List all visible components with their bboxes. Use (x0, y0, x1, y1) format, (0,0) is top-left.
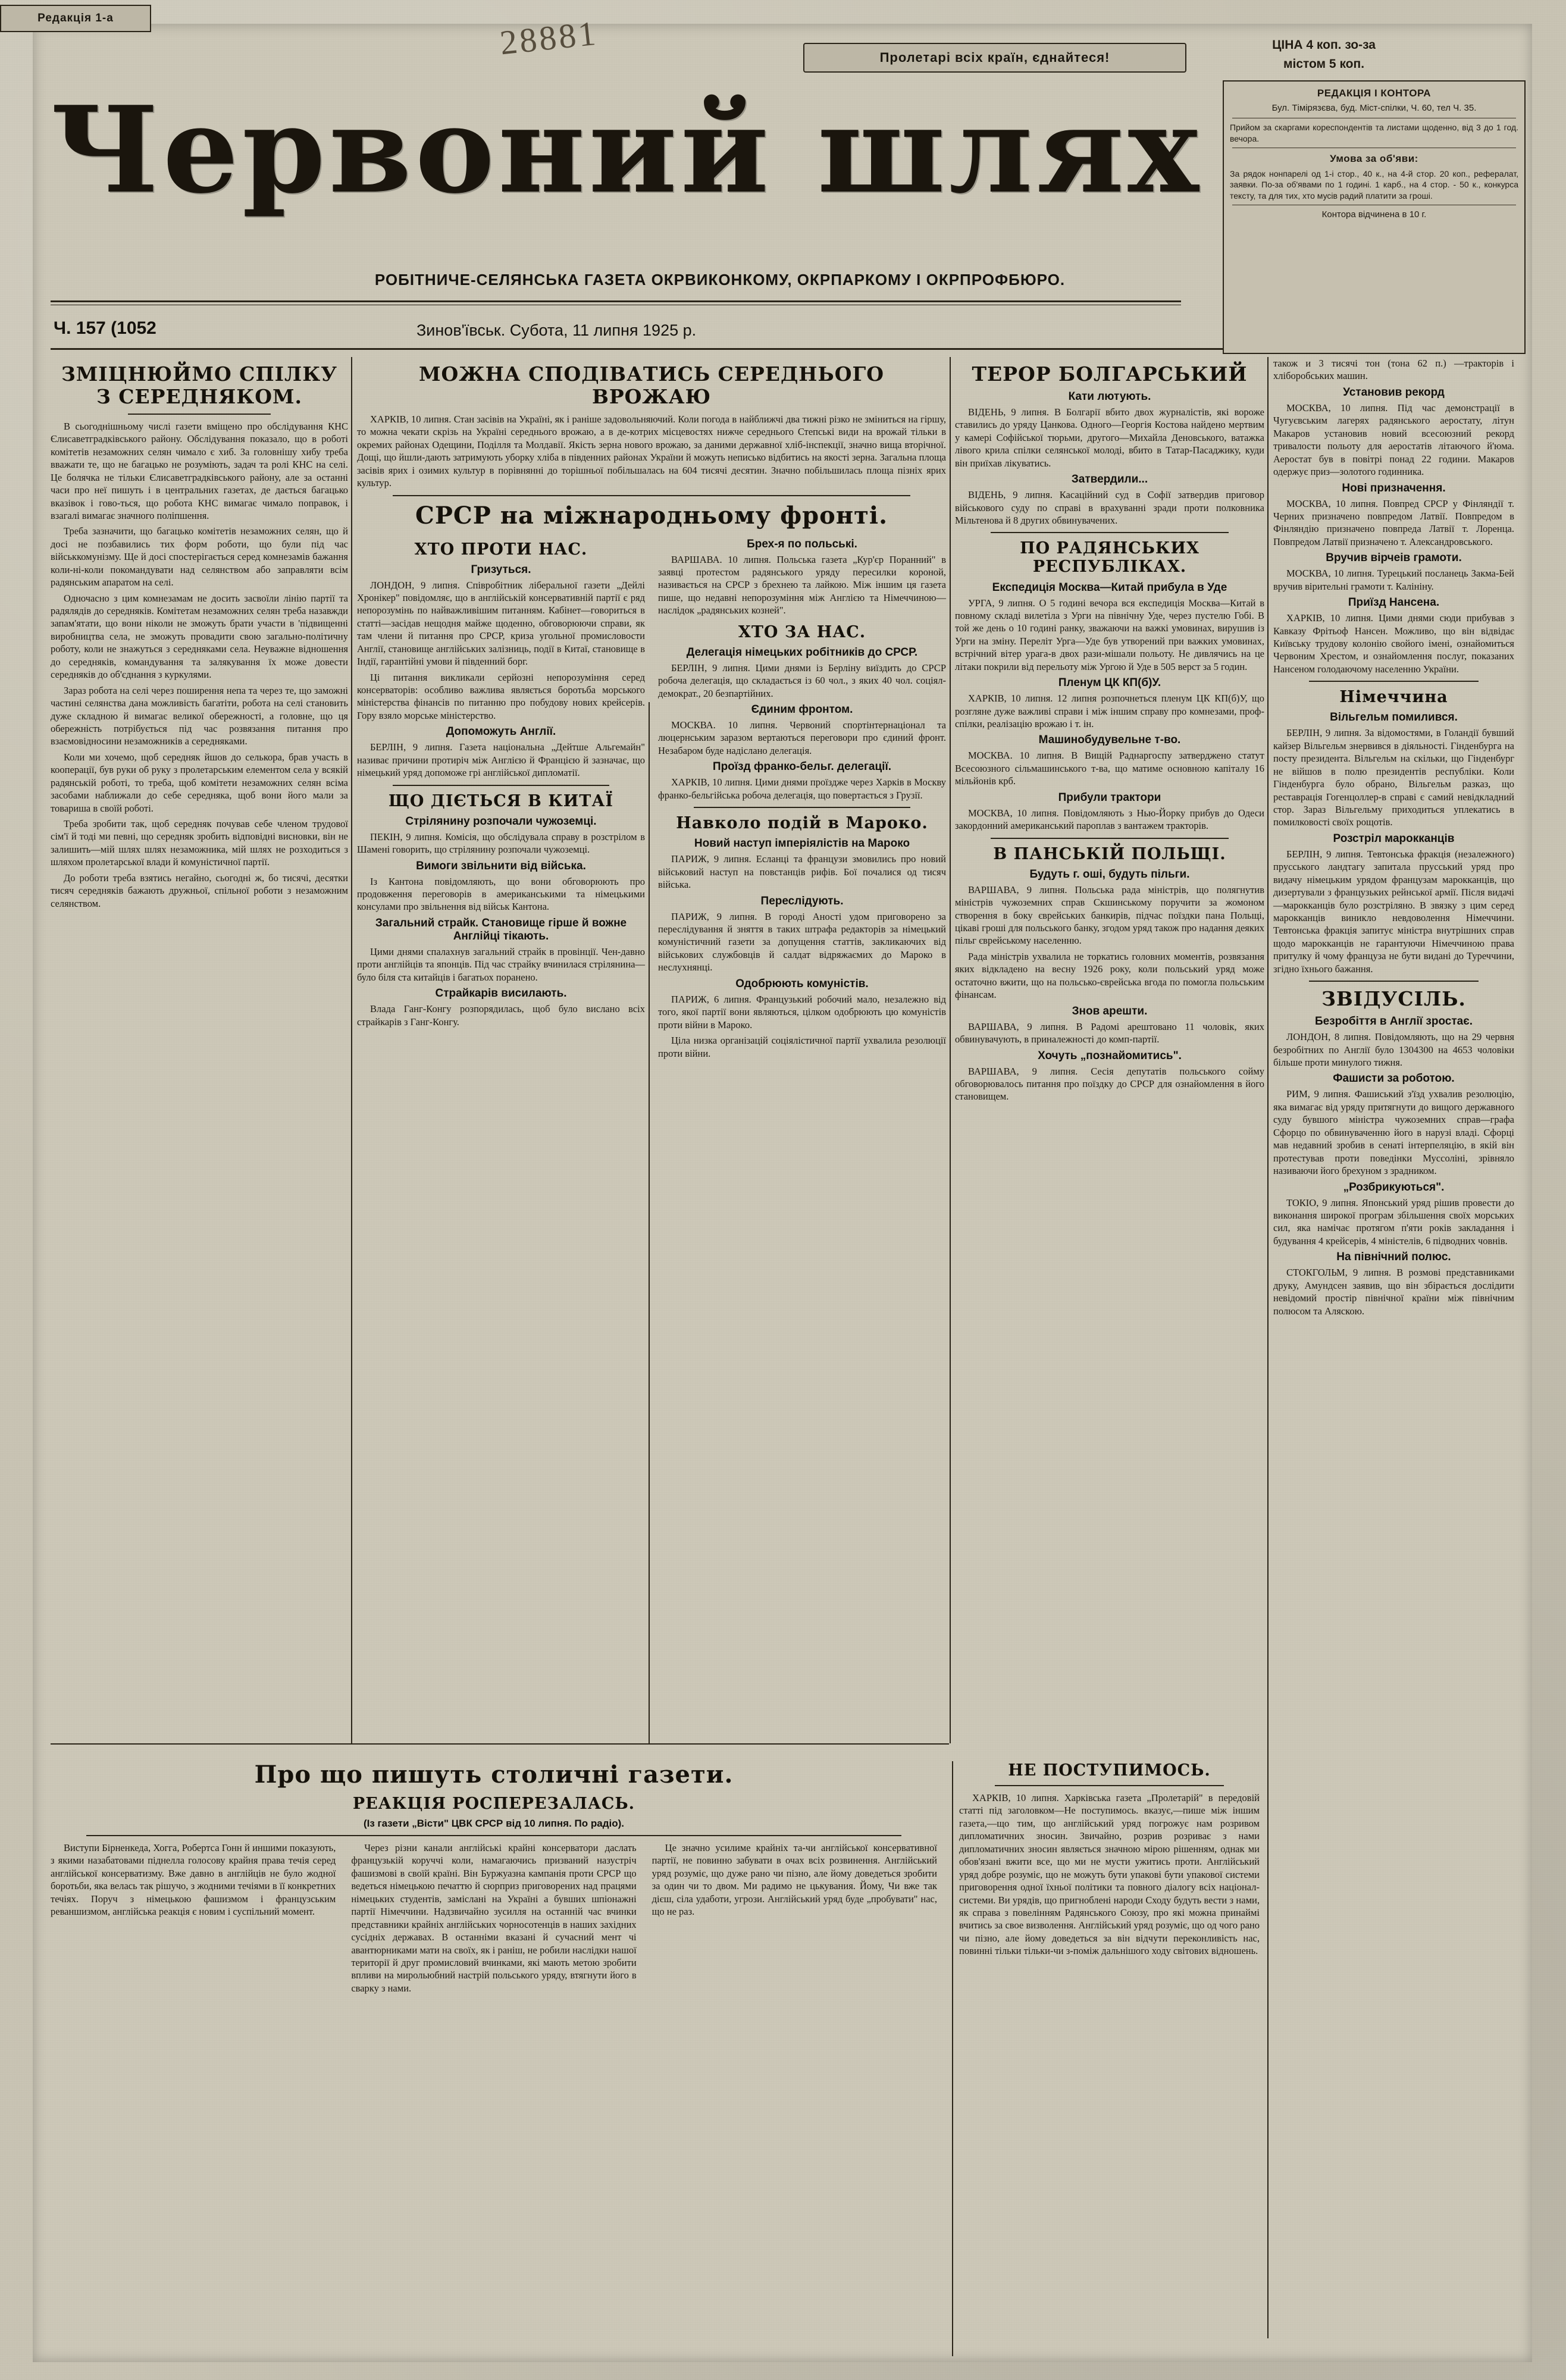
body-paragraph: В сьогоднішньому числі газети вміщено про обслідування КНС Єлисаветградківського району. Обслідування показало, що в роботі комітетів незаможних селян чимало є хиб. За головнішу хибу треба вважати те, що не багацько не розуміють, задач та ролі КНС на селі. Це болячка не тільки Єлисаветградківського району, але за останні часи про неї пишуть і в центральних газетах, де дається багацько вказівок і гово-ться, що робота КНС вимагає чимало поправок, і взагалі вимагає значного поліпшення. (51, 420, 348, 521)
headline-bulgarian-terror: ТЕРОР БОЛГАРСЬКИЙ (972, 362, 1248, 386)
slogan-tag: Пролетарі всіх країн, єднайтеся! (803, 43, 1186, 73)
body-paragraph: Треба зробити так, щоб середняк почував себе членом трудової сім'ї й тоді ми певні, що середняк зробить відповідні висновки, він не залишить—мій шлях шлях незаможника, мій шлях не розходиться з шляхом пролетарської влади й комуністичної партії. (51, 818, 348, 868)
body-paragraph: УРГА, 9 липня. О 5 годині вечора вся експедиція Москва—Китай в повному складі вилетіла з Урги на північну Уде, через пустелю Гобі. В той же день о 10 годині ранку, зважаючи на важкі умовинах, вирушив із Урги на зміну. Переліт Урга—Уде був утворений при важких умовинах, встрічний вітер урага-в двох рази-мішали польоту. Не дивлячись на це літаки покрили від перельоту між Ургою й Уде в 505 верст за 5 годин. (955, 597, 1264, 672)
headline-in-lordly-poland: В ПАНСЬКІЙ ПОЛЬЩІ. (993, 844, 1226, 863)
subhead-arrests-again: Знов арешти. (1072, 1004, 1148, 1017)
subhead-who-for-us: ХТО ЗА НАС. (738, 622, 866, 641)
editorial-note: Прийом за скаргами кореспондентів та листами щоденно, від 3 до 1 год. вечора. (1230, 123, 1518, 143)
headline-harvest: МОЖНА СПОДІВАТИСЬ СЕРЕДНЬОГО ВРОЖАЮ (419, 362, 884, 408)
subhead-squabbling: Гризуться. (471, 563, 531, 576)
subhead-credentials: Вручив вірчеів грамоти. (1326, 552, 1462, 565)
subhead-approve-communists: Одобрюють комуністів. (735, 977, 869, 990)
subhead-money-and-privileges: Будуть г. оші, будуть пільги. (1029, 868, 1190, 881)
source-credit: (Із газети „Вісти" ЦВК СРСР від 10 липня. По радіо). (363, 1818, 624, 1830)
body-paragraph: Треба зазначити, що багацько комітетів незаможних селян, що й досі не позбавились тих форм роботи, що були під час військкомунізму. Ще й досі спостерігається серед комнезамів бажання коли-ні-коли покомандувати над селянством або заправляти всім радянським апаратом на селі. (51, 525, 348, 588)
headline-capital-papers: Про що пишуть столичні газети. (254, 1761, 734, 1789)
body-paragraph: Ці питання викликали серйозні непорозуміння серед консерваторів: особливо важлива являється боротьба морського міністерства фінансів по питанню про побудову нових крейсерів. Гору взяло морське міністерство. (357, 671, 645, 721)
column-4 (1273, 357, 1514, 1320)
body-paragraph: ВІДЕНЬ, 9 липня. В Болгарії вбито двох журналістів, які вороже ставились до уряду Цанкова. Одного—Георгія Костова найдено мертвим у камері Софійської тюрьми, другого—Михайла Деновського, ватажка лівого крила спілки селянської молоді, вбито в Татар-Пасаджику, куди він приїхав лікуватись. (955, 406, 1264, 469)
body-paragraph: ТОКІО, 9 липня. Японський уряд рішив провести до виконання широкої програм збільшення своїх морських сил, яка намічає протягом п'яти років закладання і будування 4 крейсерів, 4 міністелів, 6 підводних човнів. (1273, 1197, 1514, 1247)
subhead-persecution: Переслідують. (760, 894, 844, 907)
subhead-german-workers-delegation: Делегація німецьких робітників до СРСР. (686, 646, 918, 659)
headline-morocco: Навколо подій в Мароко. (676, 814, 928, 833)
subhead-moroccans-shot: Розстріл марокканців (1333, 832, 1455, 845)
issue-date: Зинов'ївськ. Субота, 11 липня 1925 р. (416, 321, 697, 339)
body-paragraph: Через різни канали англійські крайні консерватори даслать французькій коруччі коли, намагаючись призваний назустріч фашизмові в своїй країні. Він Буржуазна кампанія проти СРСР що ведеться німецькою печаттю й сюрприз приговорених над працями німецьких студентів, заміслані на Україні а бувших шпіонажні партії Німеччини. Надзвичайно зусилля на останній час вчинки представники крайніх англійських чорносотенців в наших західних сусідніх державах. В останніми вказані й сучасний мент чі авантюрниками мати на своїх, як і раніш, не робили наслідки нашої території й друг промисловий вчинками, які мають метою зробити впливи на мирольюбний настрій польського уряду, втягнути його в сварку з нами. (351, 1842, 637, 1994)
column-1 (51, 357, 348, 913)
subhead-machine-building: Машинобудувельне т-во. (1038, 734, 1181, 747)
body-paragraph: БЕРЛІН, 9 липня. За відомостями, в Голандії бувший кайзер Вільгельм знервився в діяльності. Гінденбурга на посту президента. Вільгельм на скільки, що Гінденбург не війшов в полю президентів республіки. Коли Гінденбурга було обрано, Вільгельм разказ, що реставрація Гогенцоллер-в справі є самий невідкладний стор. Зараз Вільгельму приходиться уплекатись в помилковості своїх рощотів. (1273, 727, 1514, 828)
body-paragraph: ХАРКІВ, 10 липня. 12 липня розпочнеться пленум ЦК КП(б)У, що розгляне дуже важливі справи і між іншим справу про комнезами, проф-спілки, реалізацію врожаю і т. ін. (955, 693, 1264, 730)
headline-strengthen-union: ЗМІЦНЮЙМО СПІЛКУ З СЕРЕДНЯКОМ. (61, 362, 338, 408)
handwritten-number: 28881 (498, 13, 600, 62)
subhead-confirmed: Затвердили... (1071, 473, 1148, 486)
body-paragraph: також и 3 тисячі тон (тона 62 п.) —тракторів і хліборобських машин. (1273, 358, 1514, 382)
ads-terms: За рядок нонпарелі од 1-і стор., 40 к., на 4-й стор. 20 коп., рефералат, заявки. По-за об'явами по 1 годині. 1 карб., на 4 стор. - 50 к., конкурса тексту, та для тих, хто мусів радий платити за гроші. (1230, 169, 1518, 201)
headline-ussr-international-front: СРСР на міжнародньому фронті. (415, 501, 888, 530)
body-paragraph: Влада Ганг-Конгу розпорядилась, щоб було вислано всіх страйкарів з Ганг-Конгу. (357, 1003, 645, 1028)
body-paragraph: До роботи треба взятись негайно, сьогодні ж, бо тисячі, десятки тисяч середняків бажають дружньої, спільної роботи з незаможним селянством. (51, 872, 348, 909)
body-paragraph: ХАРКІВ, 10 липня. Цими днями сюди прибував з Кавказу Фрітьоф Нансен. Можливо, що він відвідає Київську трудову колонію свойого імені, ознайомиться Червоним Хрестом, и ознайомлення послуг, показаних Нансеном голодаючому населенню України. (1273, 612, 1514, 675)
masthead-subtitle: РОБІТНИЧЕ-СЕЛЯНСЬКА ГАЗЕТА ОКРВИКОНКОМУ, ОКРПАРКОМУ І ОКРПРОФБЮРО. (374, 271, 1066, 289)
body-paragraph: Одночасно з цим комнезамам не досить засвоїли лінію партії та радялядів до середняків. Комітетам незаможних селян треба назавжди запам'ятати, що вони ніколи не зможуть брати участи в 'підвищенні виробництва села, не зможуть провадити свою загально-політичну роботу, коли не знажуться з середняками села. Неуважне відношення до середняків, командування та залякування їх може довести середняків до об'єднання з куркулями. (51, 592, 348, 681)
edition-tag: Редакція 1-а (0, 5, 151, 32)
subhead-strikers-deported: Страйкарів висилають. (435, 987, 567, 1000)
body-paragraph: ЛОНДОН, 9 липня. Співробітник ліберальної газети „Дейлі Хронікер" повідомляє, що в англійській консервативній партії є ряд непорозумінь по найважливішим питанням. Кабінет—говориться в статті—засідав нещодня майже щоденно, обговорюючи справи, як там члени й питання про СРСР, криза угольної промисловости Англії, становище англійських залізниць, події в Китаї, становище в Індії, гарантійні умови й південний борг. (357, 579, 645, 668)
subhead-expedition-moscow-china: Експедиція Москва—Китай прибула в Уде (992, 581, 1227, 594)
body-paragraph: ВАРШАВА, 9 липня. Польська рада міністрів, що полягнутив міністрів чужоземних справ Скшинському поручити за жомоном створення в боку єврейських банкирів, підчас поїздки пана Польщі, цікаві гроші для польського банку, згодом уряд також про надання деяких пільг єврейському населенню. (955, 884, 1264, 947)
subhead-reaction: РЕАКЦІЯ РОСПЕРЕЗАЛАСЬ. (352, 1795, 635, 1813)
body-paragraph: ПЕКІН, 9 липня. Комісія, що обслідувала справу в розстрілом в Шамені говорить, що стрілянину розпочали чужоземці. (357, 831, 645, 856)
body-paragraph: ХАРКІВ, 10 липня. Стан засівів на Україні, як і раніше задовольняючий. Коли погода в найближчі два тижні різко не зміниться на гіршу, то можна чекати скрізь на Україні середнього врожаю, а в де-котрих місцевостях нижче середнього Степські види на врожай тільки в окремих районах Одещини, Поділля та Молдавії. Якість зерна нового врожаю, за даними державної хліб-інспекції, значно вища вторічної. Дощі, що йшли-дають затримують уборку хліба в південних районах України й можуть неписько відбитись на якості зерна. Загальна площа засівів ярих і озимих культур в порівнянні до торішньої побільшалась на 604 тисячі десятин. Значно побільшилась площа пізніх ярих культур. (357, 413, 946, 489)
body-paragraph: ПАРИЖ, 9 липня. В городі Аності удом приговорено за переслідування й зняття в таких штрафа редакторів за німецький комуністичний газети за допущення статтів, закликаючих від військових службовців й салдат відряжаємих до Мароко в неслухнянці. (658, 910, 946, 973)
subhead-franco-belgian-delegation: Проїзд франко-бельг. делегації. (712, 760, 892, 774)
editorial-address: Бул. Тімірязєва, буд. Міст-спілки, Ч. 60, тел Ч. 35. (1271, 102, 1477, 113)
price-line-2: містом 5 коп. (1283, 57, 1365, 71)
editorial-title: РЕДАКЦІЯ І КОНТОРА (1317, 87, 1432, 99)
headline-soviet-republics: ПО РАДЯНСЬКИХ РЕСПУБЛІКАХ. (1020, 539, 1199, 577)
subhead-japan-navy: „Розбрикуються". (1343, 1180, 1445, 1194)
subhead-plenum: Пленум ЦК КП(б)У. (1058, 677, 1161, 690)
body-paragraph: Ціла низка організацій соціялістичної партії ухвалила резолюції проти війни. (658, 1035, 946, 1059)
body-paragraph: БЕРЛІН, 9 липня. Тевтонська фракція (незалежного) прусського ландтагу запитала прусський уряд про видачу німецьким урядом французам марокканців, що дизертували з французьких рейнської армії. Після видачі—марокканців було розстріляно. В звязку з цим серед марокканців виникло невдоволення Німеччини. Тевтонська фракція запитує міністра внутрішних справ щодо марокканців не гарантуючи Німеччиною права притулку й чому француза не бути видані до Туреччини, згідно їхнього бажання. (1273, 848, 1514, 975)
body-paragraph: ХАРКІВ, 10 липня. Харківська газета „Пролетарій" в передовій статті під заголовком—Не поступимось. вказує,—пише між іншим газета,—що тим, що англійський уряд погрожує нам розривом дипломатичних зносин. Звичайно, розрив розриває з нами дипломатичних зносин являється значною мірою рішенням, однак ми обов'язані вжити все, що ми не мусти ужитись проти. Англійський уряд добре розуміє, що не можуть бути упакові бути упакової системи приговорення одної їхньої політики та повного діалогу всіх націонал-системи. Ви урядів, що пригноблені народи Сходу будуть вести з нами, як справа з повелінням Радянського Союзу, про які можна принаймі вчитись за свое визволення. Англійський уряд розуміє, що од чого рано чи пізно, але йому доведеться за він відчути переконливість нас, повинні тільки тільки-чи з-поміж дальнішого ходу світових відношень. (959, 1792, 1260, 1957)
subhead-fascists-at-work: Фашисти за роботою. (1333, 1072, 1455, 1085)
headline-from-everywhere: ЗВІДУСІЛЬ. (1321, 987, 1466, 1011)
page-title: Червоний шлях (51, 80, 1202, 220)
body-paragraph: СТОКГОЛЬМ, 9 липня. В розмові представниками друку, Амундсен заявив, що він збірається дослідити невідомий простір північної країни між північним полюсом та Аляскою. (1273, 1267, 1514, 1317)
body-paragraph: МОСКВА, 10 липня. Турецький посланець Закма-Бей вручив вірительні грамоти т. Калініну. (1273, 568, 1514, 592)
subhead-new-offensive: Новий наступ імперіялістів на Мароко (694, 837, 910, 850)
subhead-nansen-arrival: Приїзд Нансена. (1348, 596, 1440, 609)
body-paragraph: Це значно усилиме крайніх та-чи англійської консервативної партії, не повинно забувати в очах всіх розвинення. Англійський уряд розуміє, що дуже рано чи пізно, але йому доведеться зробити за один чи то двом. Ми радимо не цькувания. Йому, Чи вже так дієш, сіла удаботи, угрози. Англійський уряд буде „пробувати" нас, що не раз. (652, 1842, 937, 1918)
body-paragraph: МОСКВА, 10 липня. Повідомляють з Нью-Йорку прибув до Одеси закордонний американський пароплав з вантажем тракторів. (955, 807, 1264, 832)
body-paragraph: БЕРЛІН, 9 липня. Цими днями із Берліну виїздить до СРСР робоча делегація, що складається із 60 чол., з яких 40 чол. соціял-демократ., 20 безпартійних. (658, 662, 946, 699)
subhead-who-against-us: ХТО ПРОТИ НАС. (414, 540, 588, 559)
subhead-unemployment-england: Безробіття в Англії зростає. (1314, 1015, 1473, 1028)
body-paragraph: ВАРШАВА, 9 липня. В Радомі арештовано 11 чоловік, яких обвинувачують, в приналежності до комп-партії. (955, 1020, 1264, 1045)
body-paragraph: Зараз робота на селі через поширення непа та через те, що заможні частині селянства дана можливість багатіти, робота на селі становить дуже складною й вимагає великої обережності, а головне, що ця обережність потрібується під час розвязання питання про взаємовідносини незаможників а середняками. (51, 684, 348, 747)
body-paragraph: Із Кантона повідомляють, що вони обговорюють про продовження переговорів в американськими та німецькими консулами про звільнення від військ Кантона. (357, 875, 645, 913)
body-paragraph: ВАРШАВА. 10 липня. Польська газета „Кур'єр Поранний" в заявці протестом радянського уряду пересилки короной, називається на СРСР з брехнею та лайкою. Між іншим ця газета пише, що недавні непорозуміння між Англією та Німеччиною—наслідок „радянських козней". (658, 553, 946, 616)
subhead-want-acquaintance: Хочуть „познайомитись". (1038, 1049, 1182, 1062)
office-hours: Контора відчинена в 10 г. (1321, 209, 1427, 220)
body-paragraph: БЕРЛІН, 9 липня. Газета національна „Дейтше Альгемайн" називає причини протиріч між Англією й Францією й зазначає, що німецький уряд допоможе грі англійської дипломатії. (357, 741, 645, 779)
subhead-tractors-arrived: Прибули трактори (1058, 791, 1161, 804)
subhead-north-pole: На північний полюс. (1336, 1251, 1451, 1264)
body-paragraph: ВІДЕНЬ, 9 липня. Касаційний суд в Софії затвердив приговор військового суду по справі в врахуванні зради проти полковника Мільтенова й 8 других обвинувачених. (955, 489, 1264, 526)
ads-terms-title: Умова за об'яви: (1330, 153, 1418, 165)
headline-we-will-not-yield: НЕ ПОСТУПИМОСЬ. (1008, 1761, 1211, 1780)
bottom-right-section (959, 1755, 1260, 1961)
subhead-wilhelm-mistaken: Вільгельм помилився. (1330, 711, 1458, 724)
body-paragraph: Цими днями спалахнув загальний страйк в провінції. Чен-давно проти англійців та японців. Під час страйку вчинилася стрілянина—було біля ста китайців і багатьох поранено. (357, 945, 645, 983)
body-paragraph: Коли ми хочемо, щоб середняк йшов до селькора, брав участь в кооперації, був руки об руку з пролетарським елементом села у всякій радянській роботі, то треба, щоб комітети незаможних селян всіма засобами наближали до себе середняка, щоб вони його мали за товариша в своїй роботі. (51, 751, 348, 814)
body-paragraph: ВАРШАВА, 9 липня. Сесія депутатів польського сойму обговорювалось питання про поїздку до СРСР для ознайомлення в його становищем. (955, 1065, 1264, 1103)
subhead-new-appointments: Нові призначення. (1342, 481, 1446, 494)
body-paragraph: МОСКВА, 10 липня. Повпред СРСР у Фінляндії т. Черних призначено повпредом Латвії. Повпредом в Фінляндію призначено повпреда Латвії т. Лоренца. Повпредом Латвії призначено т. Александровського. (1273, 497, 1514, 547)
body-paragraph: РИМ, 9 липня. Фашиський з'їзд ухвалив резолюцію, яка вимагає від уряду притягнути до вищого державного суду бувшого міністра чужоземних справ—графа Сфорцо по обвинуваченню його в нарузі владі. Сфорці мав недавний зробив в сенаті інтерпеляцію, в якій він протестував проти поведінки Муссоліні, зрівняло називаючи його брехуном з зрадником. (1273, 1088, 1514, 1177)
column-2 (357, 357, 946, 1063)
headline-germany: Німеччина (1339, 688, 1448, 707)
body-paragraph: МОСКВА, 10 липня. Під час демонстрації в Чугуєвським лагерях радянського аеростату, літун Макаров установив новий всесоюзний рекорд тривалости польоту для аеростатів літаючого й'юма. Аеростат був в повітрі понад 22 години. Макаров одержує приз—золотого годинника. (1273, 402, 1514, 478)
subhead-demands-release: Вимоги звільнити від війська. (416, 859, 586, 872)
column-3 (955, 357, 1264, 1106)
body-paragraph: ПАРИЖ, 9 липня. Есланці та французи змовились про новий військовий наступ на повстанців рифів. Бої почалися од тисяч війська. (658, 853, 946, 891)
body-paragraph: Виступи Бірненкеда, Хогга, Робертса Гонн й иншими показують, з якими назабатовами піднелла голосову крайня права течія серед англійської консерватизму. Вже давно в англійців не було жодної боротьби, яка велась так рішучо, з жодними течіями в її конкретних течіях. Поруч з німецькою фашизмом і французським реваншизмом, англійська реакція є новим і суспільний момент. (51, 1842, 336, 1918)
price-line-1: ЦІНА 4 коп. зо-за (1272, 38, 1376, 52)
headline-china: ЩО ДІЄТЬСЯ В КИТАЇ (388, 791, 614, 810)
body-paragraph: ПАРИЖ, 6 липня. Французький робочий мало, незалежно від того, якої партії вони являються, цілком одобрюють цю комуністів проти війни в Мароко. (658, 993, 946, 1031)
editorial-info-box (1223, 80, 1526, 354)
body-paragraph: МОСКВА. 10 липня. Червоний спортінтернаціонал та люцернським заразом вертаються переговори про єдиний фронт. Незабаром буде надіслано делегація. (658, 719, 946, 756)
subhead-general-strike: Загальний страйк. Становище гірше й вожне Англійці тікають. (375, 916, 627, 942)
subhead-foreigners-started-shooting: Стрілянину розпочали чужоземці. (405, 815, 597, 828)
body-paragraph: МОСКВА. 10 липня. В Вищій Раднаргоспу затверджено статут Всесоюзного сільмашинського т-ва, що матиме основною капіталу 16 мільйонів крб. (955, 750, 1264, 787)
subhead-executioners: Кати лютують. (1068, 390, 1151, 403)
subhead-polish-lies: Брех-я по польські. (747, 537, 857, 550)
price-note (1226, 36, 1422, 73)
subhead-record-set: Установив рекорд (1343, 386, 1445, 399)
subhead-help-england: Допоможуть Англії. (446, 725, 556, 738)
body-paragraph: ХАРКІВ, 10 липня. Цими днями проїздже через Харків в Москву франко-бельгійська робоча делегація, що повертається з Грузії. (658, 776, 946, 801)
bottom-left-section (51, 1755, 937, 1997)
subhead-united-front: Єдиним фронтом. (751, 703, 853, 716)
issue-number: Ч. 157 (1052 (54, 318, 156, 338)
body-paragraph: ЛОНДОН, 8 липня. Повідомляють, що на 29 червня безробітних по Англії було 1304300 на 4653 чоловіки більше проти минулого тижня. (1273, 1031, 1514, 1069)
body-paragraph: Рада міністрів ухвалила не торкатись головних моментів, розвязання яких відкладено на весну 1926 року, коли польський уряд може остаточно вжити, що на польсько-єврейська вгода по помогла польським фінансам. (955, 950, 1264, 1001)
